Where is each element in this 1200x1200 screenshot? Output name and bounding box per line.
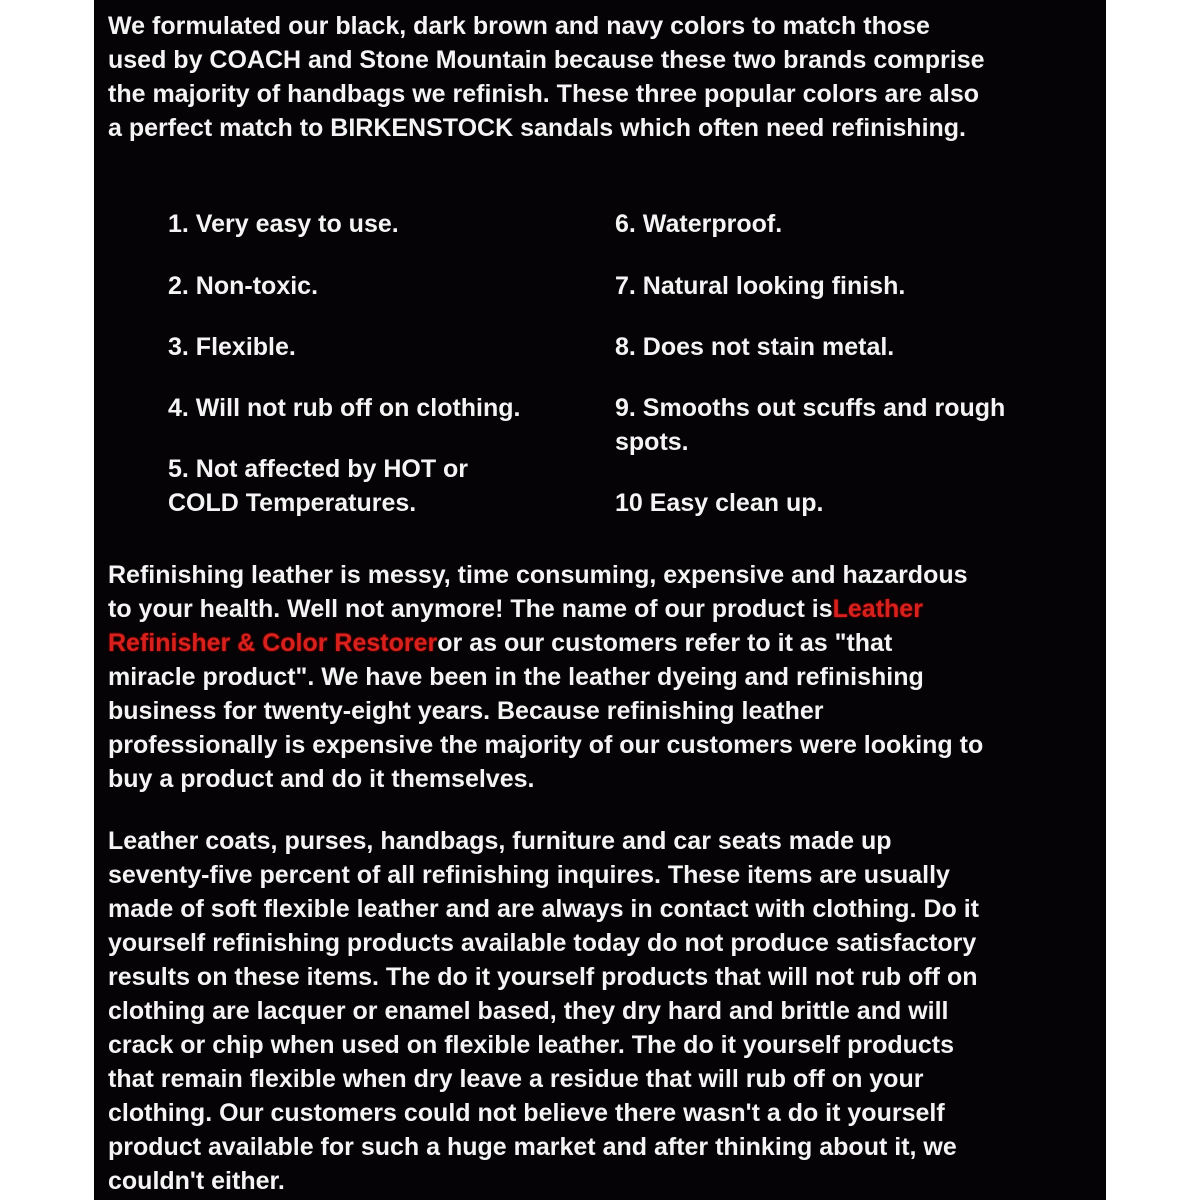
paragraph-line: business for twenty-eight years. Because refinishing leather — [108, 697, 824, 725]
feature-item: 2. Non-toxic. — [168, 272, 319, 300]
intro-line: We formulated our black, dark brown and navy colors to match those — [108, 12, 930, 40]
paragraph-line: Leather coats, purses, handbags, furniture and car seats made up — [108, 827, 892, 855]
paragraph-line: couldn't either. — [108, 1167, 285, 1195]
paragraph-line: clothing are lacquer or enamel based, they dry hard and brittle and will — [108, 997, 949, 1025]
intro-line: the majority of handbags we refinish. These three popular colors are also — [108, 80, 980, 108]
paragraph-line: seventy-five percent of all refinishing inquires. These items are usually — [108, 861, 950, 889]
feature-item: 3. Flexible. — [168, 333, 296, 361]
feature-item: 8. Does not stain metal. — [615, 333, 895, 361]
paragraph-line: or as our customers refer to it as "that — [437, 629, 893, 657]
paragraph-line: made of soft flexible leather and are always in contact with clothing. Do it — [108, 895, 979, 923]
paragraph-line: results on these items. The do it yourself products that will not rub off on — [108, 963, 978, 991]
paragraph-line: yourself refinishing products available today do not produce satisfactory — [108, 929, 977, 957]
intro-line: used by COACH and Stone Mountain because these two brands comprise — [108, 46, 985, 74]
feature-item: 5. Not affected by HOT or — [168, 455, 469, 483]
paragraph-line: professionally is expensive the majority of our customers were looking to — [108, 731, 984, 759]
paragraph-line: miracle product". We have been in the leather dyeing and refinishing — [108, 663, 924, 691]
intro-line: a perfect match to BIRKENSTOCK sandals which often need refinishing. — [108, 114, 967, 142]
feature-item: 10 Easy clean up. — [615, 489, 824, 517]
feature-item: 4. Will not rub off on clothing. — [168, 394, 521, 422]
paragraph-line: product available for such a huge market and after thinking about it, we — [108, 1133, 957, 1161]
paragraph-line: Refinishing leather is messy, time consuming, expensive and hazardous — [108, 561, 968, 589]
feature-item: 7. Natural looking finish. — [615, 272, 906, 300]
paragraph-line: that remain flexible when dry leave a residue that will rub off on your — [108, 1065, 924, 1093]
feature-item: 9. Smooths out scuffs and rough — [615, 394, 1006, 422]
paragraph-line: clothing. Our customers could not believe there wasn't a do it yourself — [108, 1099, 945, 1127]
paragraph-line: buy a product and do it themselves. — [108, 765, 535, 793]
paragraph-line: to your health. Well not anymore! The name of our product is — [108, 595, 833, 623]
feature-item: 1. Very easy to use. — [168, 210, 399, 238]
feature-item: spots. — [615, 428, 689, 456]
product-name-highlight: Leather — [832, 595, 923, 623]
feature-item: COLD Temperatures. — [168, 489, 417, 517]
paragraph-line: crack or chip when used on flexible leather. The do it yourself products — [108, 1031, 955, 1059]
product-name-highlight: Refinisher & Color Restorer — [108, 629, 438, 657]
feature-item: 6. Waterproof. — [615, 210, 783, 238]
